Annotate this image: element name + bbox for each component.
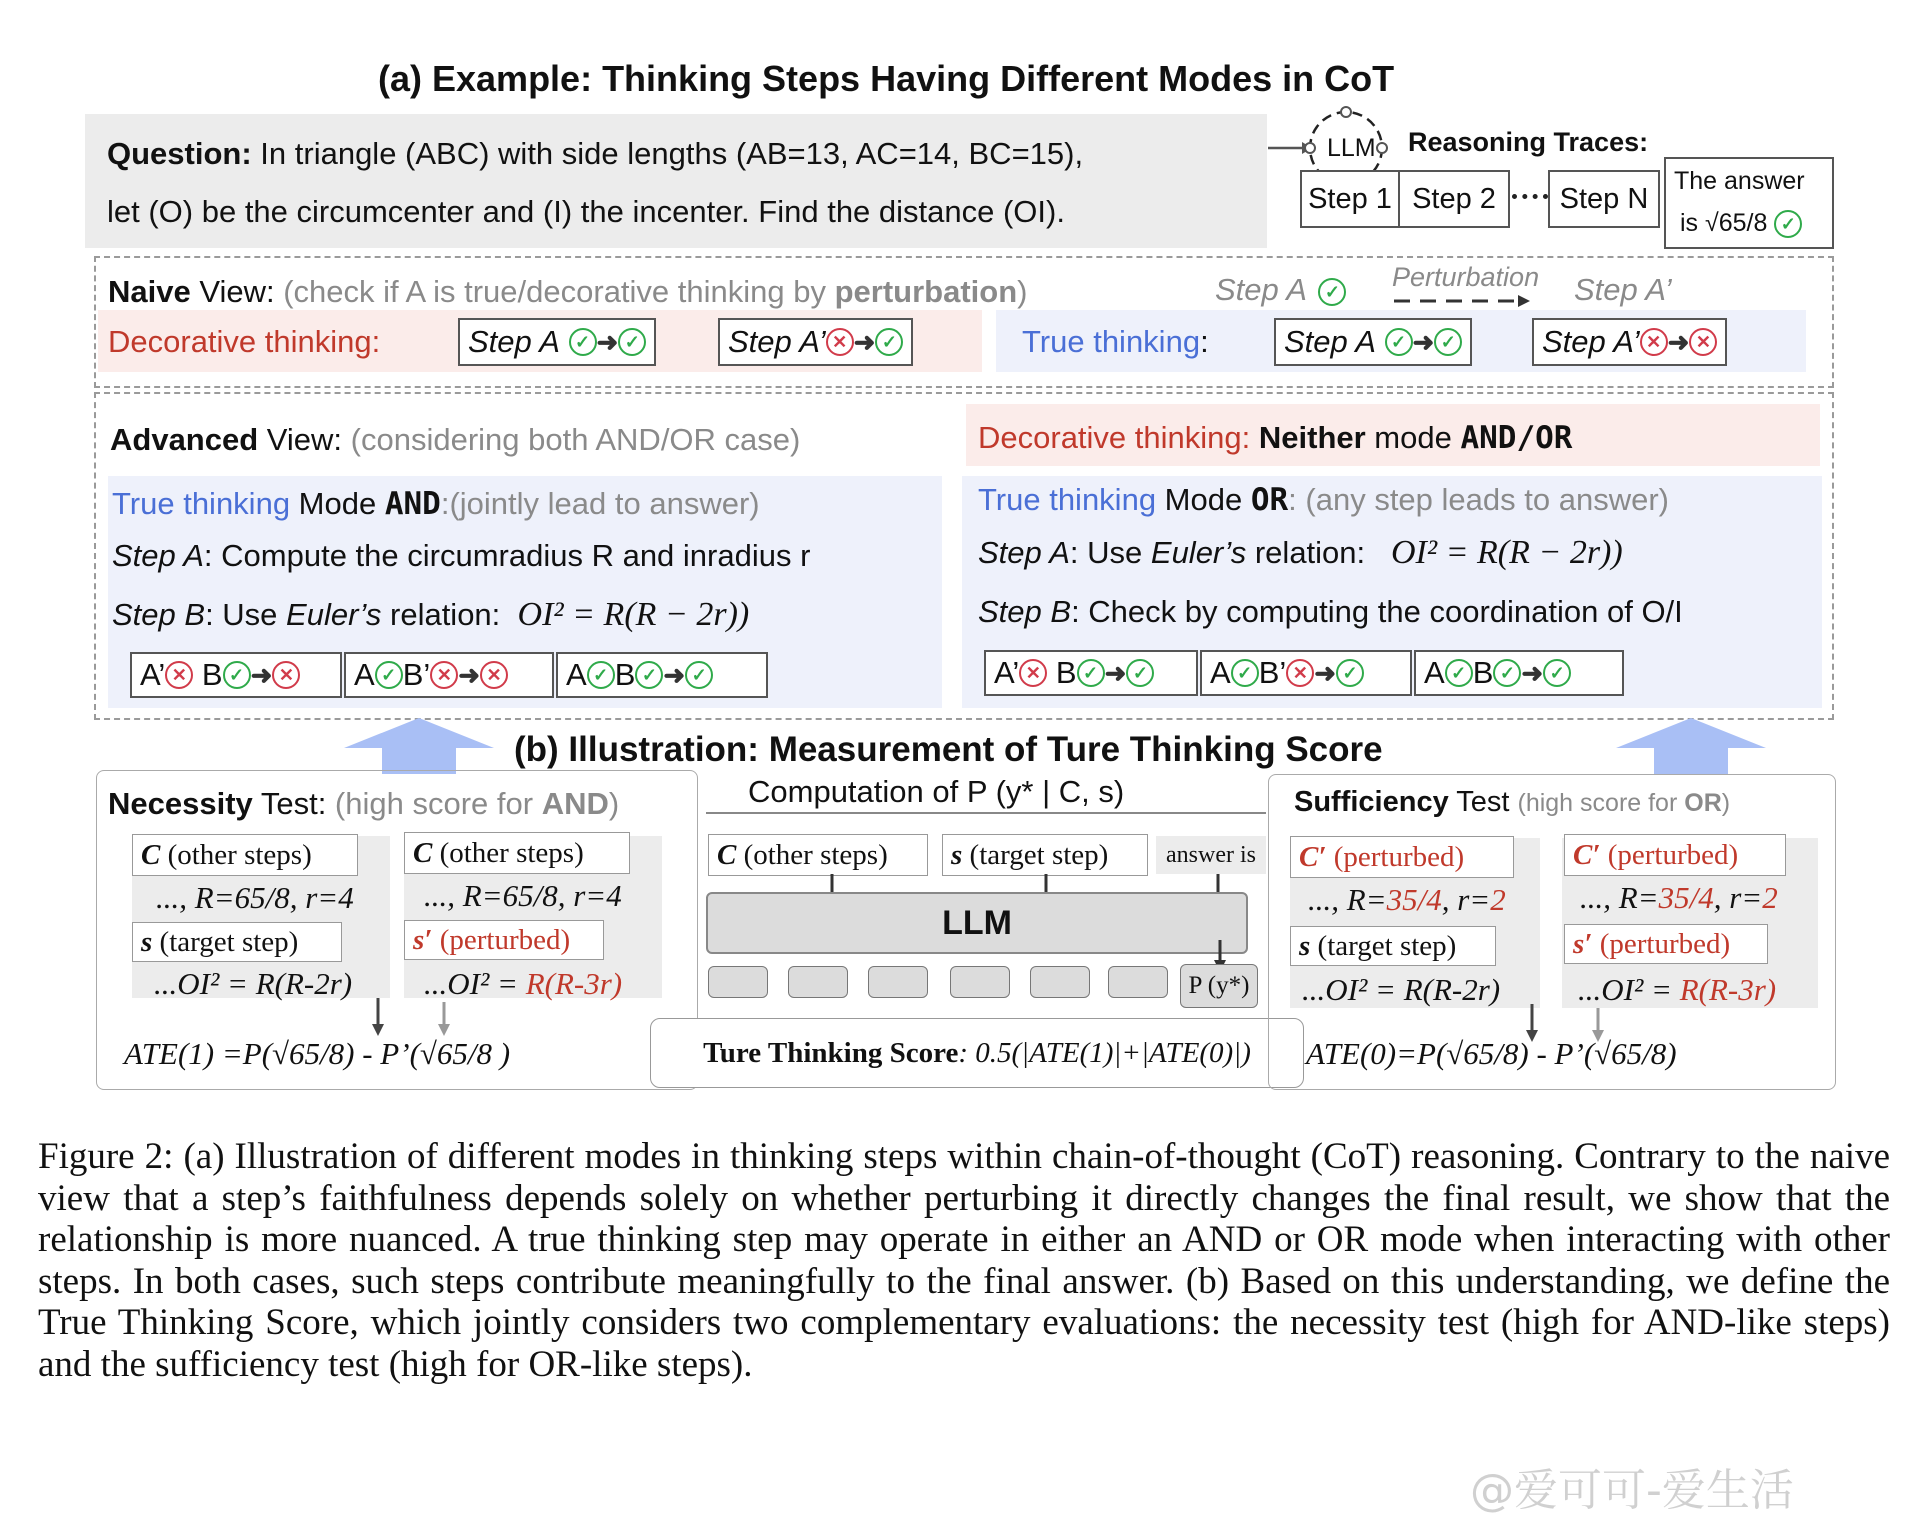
combo-b-prime: B’ <box>1258 655 1287 690</box>
chip-step-a: Step A <box>1284 324 1376 359</box>
and-step-b-t1: : Use <box>205 597 287 632</box>
and-combo-3 <box>556 652 768 698</box>
watermark: @爱可可-爱生活 <box>1470 1465 1794 1516</box>
r2-val: 2 <box>1762 880 1778 915</box>
check-icon: ✓ <box>569 328 597 356</box>
mode-pre: Mode <box>290 486 385 521</box>
question-line2: let (O) be the circumcenter and (I) the incenter. Find the distance (OI). <box>107 194 1065 229</box>
r-prefix: ..., R= <box>1308 882 1387 917</box>
necessity-note-bold: AND <box>541 786 609 821</box>
token-box <box>950 966 1010 998</box>
combo-b: B <box>1055 655 1077 690</box>
up-arrow-left-icon <box>344 718 494 774</box>
necessity-note: (high score for <box>334 786 542 821</box>
or-true-label: True thinking <box>978 482 1157 517</box>
check-icon: ✓ <box>1774 210 1802 238</box>
oi-prefix: ...OI² = <box>1302 972 1404 1007</box>
comp-c-other: C (other steps) <box>708 834 928 876</box>
arrow-icon: ➜ <box>663 659 686 690</box>
chip-step-a-prime: Step A’ <box>1542 324 1640 359</box>
check-icon: ✓ <box>1318 278 1346 306</box>
token-box <box>1108 966 1168 998</box>
r-mid: , r= <box>1713 880 1763 915</box>
decorative-label: Decorative thinking: <box>108 324 381 359</box>
cross-icon: ✕ <box>1689 328 1717 356</box>
check-icon: ✓ <box>1434 328 1462 356</box>
adv-label: Advanced <box>110 422 259 457</box>
naive-note: (check if A is true/decorative thinking by <box>283 274 835 309</box>
answer-line1: The answer <box>1674 167 1805 195</box>
combo-b: B <box>201 657 223 692</box>
question-box <box>85 114 1267 248</box>
oi-prefix: ...OI² = <box>154 966 256 1001</box>
decor-chip-1 <box>458 318 656 366</box>
naive-note-end: ) <box>1017 274 1028 309</box>
and-text: AND <box>384 486 441 522</box>
and-note: :(jointly lead to answer) <box>440 486 760 521</box>
cross-icon: ✕ <box>165 661 193 689</box>
or-combo-3 <box>1414 650 1624 696</box>
check-icon: ✓ <box>375 661 403 689</box>
colon: : <box>1200 324 1209 359</box>
check-icon: ✓ <box>618 328 646 356</box>
chip-step-a: Step A <box>468 324 560 359</box>
step-n-box: Step N <box>1548 170 1660 228</box>
arrow-icon: ➜ <box>1521 657 1544 688</box>
arrow-icon: ➜ <box>1314 657 1337 688</box>
true-chip-1 <box>1274 318 1472 366</box>
and-true-label: True thinking <box>112 486 291 521</box>
arrow-icon: ➜ <box>1412 326 1435 357</box>
euler-formula: OI² = R(R − 2r)) <box>1391 534 1623 571</box>
score-rest: : 0.5(|ATE(1)|+|ATE(0)|) <box>958 1036 1251 1069</box>
and-step-b-label: Step B <box>112 597 206 632</box>
oi-2r: R(R-2r) <box>1403 972 1501 1007</box>
true-label: True thinking <box>1022 324 1201 359</box>
arrow-icon: ➜ <box>458 659 481 690</box>
computation-title: Computation of P (y* | C, s) <box>748 774 1125 809</box>
combo-a: A <box>566 657 587 692</box>
sufficiency-note-end: ) <box>1721 789 1731 817</box>
or-step-a-label: Step A <box>978 535 1070 570</box>
answer-box <box>1664 157 1834 249</box>
or-step-b-text: : Check by computing the coordination of O/I <box>1071 594 1683 629</box>
suf-s-prime: s′ (perturbed) <box>1564 924 1768 964</box>
answer-line2: is √65/8 <box>1680 209 1768 237</box>
nec-s-prime: s′ (perturbed) <box>404 920 604 960</box>
check-icon: ✓ <box>1336 659 1364 687</box>
and-combo-2 <box>344 652 554 698</box>
mode-word: mode <box>1365 420 1461 455</box>
check-icon: ✓ <box>685 661 713 689</box>
euler-text: Euler’s <box>286 597 382 632</box>
llm-block: LLM <box>706 892 1248 954</box>
and-combo-1 <box>130 652 342 698</box>
answer-is-box: answer is <box>1156 836 1266 874</box>
adv-view-text: View: <box>258 422 351 457</box>
combo-b-prime: B’ <box>402 657 431 692</box>
nec-c-other: C (other steps) <box>132 834 358 876</box>
combo-b: B <box>614 657 636 692</box>
combo-a: A <box>1424 655 1445 690</box>
or-combo-2 <box>1200 650 1412 696</box>
cross-icon: ✕ <box>272 661 300 689</box>
arrow-icon: ➜ <box>1667 326 1690 357</box>
suf-c-prime: C′ (perturbed) <box>1290 836 1514 878</box>
dashed-arrow-icon <box>1394 294 1534 308</box>
step-2-box: Step 2 <box>1398 170 1510 228</box>
llm-label: LLM <box>1327 134 1376 162</box>
part-b-title: (b) Illustration: Measurement of Ture Thinking Score <box>514 730 1383 769</box>
check-icon: ✓ <box>635 661 663 689</box>
r-mid: , r= <box>1441 882 1491 917</box>
or-step-b-label: Step B <box>978 594 1072 629</box>
combo-b: B <box>1472 655 1494 690</box>
cross-icon: ✕ <box>1640 328 1668 356</box>
sufficiency-bold: Sufficiency <box>1294 786 1449 818</box>
token-box <box>788 966 848 998</box>
and-or-text: AND/OR <box>1460 420 1573 456</box>
mode-pre: Mode <box>1156 482 1251 517</box>
arrow-icon: ➜ <box>1104 657 1127 688</box>
naive-note-bold: perturbation <box>834 274 1018 309</box>
combo-a-prime: A’ <box>140 657 166 692</box>
figure-caption: Figure 2: (a) Illustration of different modes in thinking steps within chain-of-thought (CoT) reasoning. Contrary to the naive view that a step’s faithfulness depends solely on whether perturbing it directly changes the final result, we show that the relationship is more nuanced. A true thinking step may operate in either an AND or OR mode when interacting with other steps. In both cases, such steps contribute meaningfully to the final answer. (b) Based on this understanding, we define the True Thinking Score, which jointly considers two complementary evaluations: the necessity test (high for AND-like steps) and the sufficiency test (high for OR-like steps). <box>38 1136 1890 1385</box>
computation-rule <box>706 812 1266 814</box>
part-a-title: (a) Example: Thinking Steps Having Different Modes in CoT <box>378 58 1395 99</box>
oi-prefix: ...OI² = <box>424 966 526 1001</box>
cross-icon: ✕ <box>826 328 854 356</box>
decor-right-label: Decorative thinking: <box>978 420 1251 455</box>
cross-icon: ✕ <box>1019 659 1047 687</box>
or-combo-1 <box>984 650 1198 696</box>
check-icon: ✓ <box>587 661 615 689</box>
check-icon: ✓ <box>1077 659 1105 687</box>
step-1-box: Step 1 <box>1300 170 1400 228</box>
suf-c-prime-2: C′ (perturbed) <box>1564 834 1786 876</box>
nec-r-vals-2: ..., R=65/8, r=4 <box>424 878 622 913</box>
score-bold: Ture Thinking Score <box>703 1036 959 1069</box>
decor-chip-2 <box>718 318 913 366</box>
necessity-bold: Necessity <box>108 786 253 821</box>
necessity-rest: Test: <box>252 786 335 821</box>
combo-a: A <box>354 657 375 692</box>
combo-a: A <box>1210 655 1231 690</box>
token-box <box>868 966 928 998</box>
nec-down-arrows-icon <box>368 998 458 1038</box>
oi-3r: R(R-3r) <box>525 966 623 1001</box>
adv-note: (considering both AND/OR case) <box>350 422 801 457</box>
ellipsis-connector <box>1512 194 1548 199</box>
and-step-a-text: : Compute the circumradius R and inradius r <box>203 538 811 573</box>
nec-c-other-2: C (other steps) <box>404 832 630 874</box>
check-icon: ✓ <box>875 328 903 356</box>
cross-icon: ✕ <box>480 661 508 689</box>
sufficiency-note: (high score for <box>1517 789 1685 817</box>
token-box <box>708 966 768 998</box>
naive-view-text: View: <box>190 274 284 309</box>
oi-2r: R(R-2r) <box>255 966 353 1001</box>
ate0-text: ATE(0)=P(√65/8) - P’(√65/8) <box>1306 1036 1677 1071</box>
or-step-a-t2: relation: <box>1246 535 1366 570</box>
question-line1: In triangle (ABC) with side lengths (AB=13, AC=14, BC=15), <box>260 136 1084 171</box>
score-box <box>650 1018 1304 1088</box>
check-icon: ✓ <box>1385 328 1413 356</box>
perturbation-label: Perturbation <box>1392 262 1540 292</box>
cross-icon: ✕ <box>430 661 458 689</box>
check-icon: ✓ <box>1493 659 1521 687</box>
euler-formula: OI² = R(R − 2r)) <box>517 596 750 633</box>
nec-s-target: s (target step) <box>132 922 342 962</box>
and-step-a-label: Step A <box>112 538 204 573</box>
naive-step-a: Step A <box>1215 272 1306 307</box>
sufficiency-note-bold: OR <box>1684 789 1722 817</box>
question-label: Question: <box>107 136 252 171</box>
check-icon: ✓ <box>1445 659 1473 687</box>
suf-s-target: s (target step) <box>1290 926 1496 966</box>
oi-prefix: ...OI² = <box>1578 972 1680 1007</box>
arrow-icon: ➜ <box>250 659 273 690</box>
chip-step-a-prime: Step A’ <box>728 324 826 359</box>
r2-val: 2 <box>1490 882 1506 917</box>
sufficiency-rest: Test <box>1448 786 1518 818</box>
ate1-text: ATE(1) =P(√65/8) - P’(√65/8 ) <box>124 1036 511 1071</box>
arrow-icon: ➜ <box>596 326 619 357</box>
neither-text: Neither <box>1258 420 1366 455</box>
euler-text: Euler’s <box>1150 535 1247 570</box>
arrow-icon: ➜ <box>853 326 876 357</box>
r-val: 35/4 <box>1658 880 1714 915</box>
comp-s-target: s (target step) <box>942 834 1148 876</box>
check-icon: ✓ <box>1543 659 1571 687</box>
nec-r-vals-1: ..., R=65/8, r=4 <box>156 880 354 915</box>
reasoning-traces-label: Reasoning Traces: <box>1408 127 1649 157</box>
or-step-a-t1: : Use <box>1069 535 1151 570</box>
check-icon: ✓ <box>1126 659 1154 687</box>
combo-a-prime: A’ <box>994 655 1020 690</box>
oi-3r: R(R-3r) <box>1679 972 1777 1007</box>
p-y-box: P (y*) <box>1180 964 1258 1008</box>
up-arrow-right-icon <box>1616 718 1766 774</box>
and-step-b-t2: relation: <box>381 597 501 632</box>
check-icon: ✓ <box>1231 659 1259 687</box>
check-icon: ✓ <box>223 661 251 689</box>
naive-step-a-prime: Step A’ <box>1574 272 1672 307</box>
cross-icon: ✕ <box>1286 659 1314 687</box>
necessity-note-end: ) <box>608 786 620 821</box>
naive-label: Naive <box>108 274 191 309</box>
r-prefix: ..., R= <box>1580 880 1659 915</box>
true-chip-2 <box>1532 318 1727 366</box>
r-val: 35/4 <box>1386 882 1442 917</box>
or-note: : (any step leads to answer) <box>1288 482 1669 517</box>
token-box <box>1030 966 1090 998</box>
or-text: OR <box>1250 482 1289 518</box>
